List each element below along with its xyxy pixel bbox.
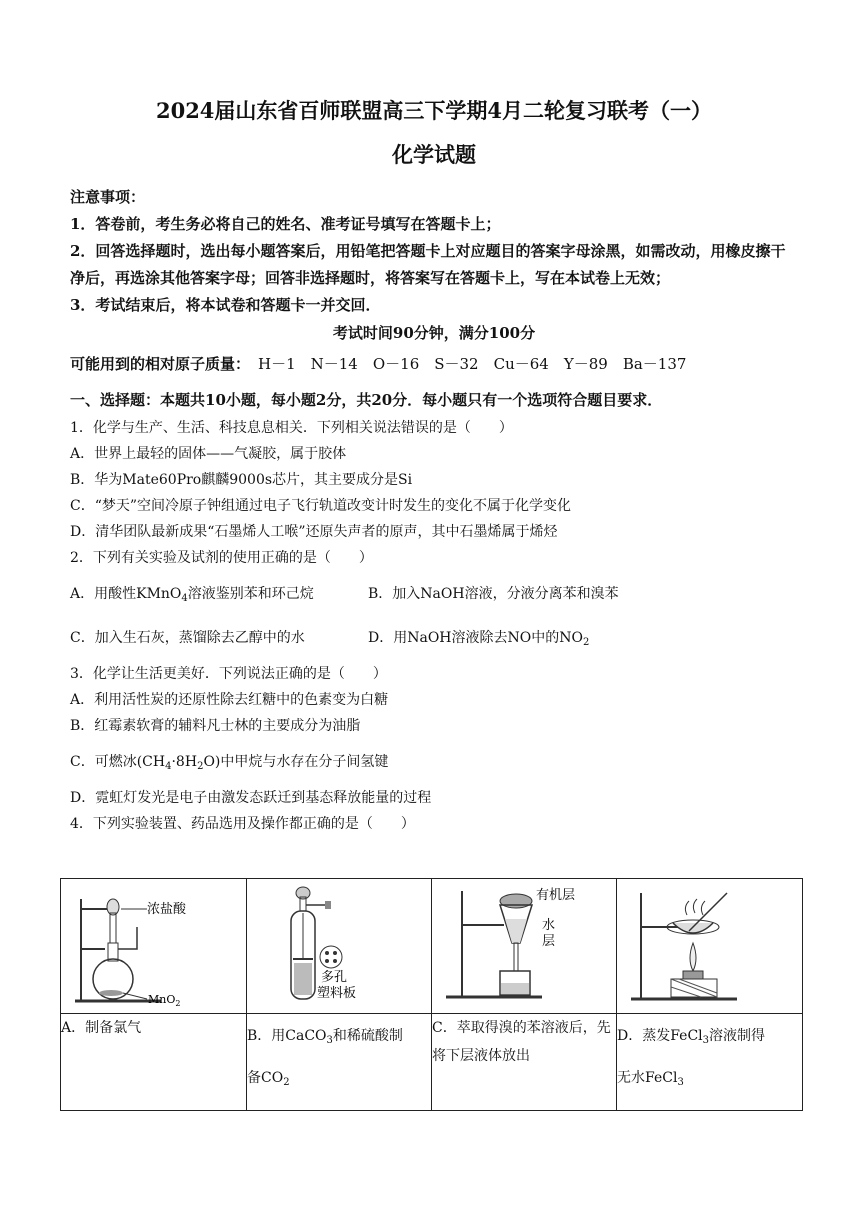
figure-a-chlorine-setup [61,879,247,1014]
figure-c-extraction-setup [432,879,617,1014]
label-plastic-plate: 塑料板 [317,986,357,1001]
question-3-option-a: A．利用活性炭的还原性除去红糖中的色素变为白糖 [70,692,389,708]
question-2-option-d: D．用NaOH溶液除去NO中的$NO_2$ [368,630,590,648]
label-mno2: MnO$_2$ [148,993,181,1008]
figure-a-diagram [61,879,246,1009]
option-d-caption: D．蒸发FeCl$_3$溶液制得 无水FeCl$_3$ [617,1014,803,1111]
question-3-option-b: B．红霉素软膏的辅料凡士林的主要成分为油脂 [70,718,361,734]
option-a-caption: A．制备氯气 [61,1014,247,1111]
exam-page [70,96,798,837]
option-c-caption: C．萃取得溴的苯溶液后，先将下层液体放出 [432,1014,617,1111]
question-4-stem: 4．下列实验装置、药品选用及操作都正确的是（ ） [70,816,415,832]
question-4-table [60,878,803,1111]
question-3-stem: 3．化学让生活更美好．下列说法正确的是（ ） [70,666,387,682]
atomic-mass-label: 可能用到的相对原子质量： [70,355,251,373]
atomic-mass-values: H－1 N－14 O－16 S－32 Cu－64 Y－89 Ba－137 [258,355,687,373]
figure-b-co2-setup [247,879,432,1014]
question-3-option-c: C．可燃冰$(CH_4\cdot 8H_2O)$中甲烷与水存在分子间氢键 [70,754,389,772]
label-porous: 多孔 [321,970,348,985]
exam-subtitle: 化学试题 [392,142,476,167]
question-1-stem: 1．化学与生产、生活、科技息息相关．下列相关说法错误的是（ ） [70,420,513,436]
notice-block [70,184,798,319]
label-organic-layer: 有机层 [536,888,576,903]
figure-c-diagram [432,879,616,1009]
notice-heading: 注意事项： [70,188,146,206]
notice-item-1: 1．答卷前，考生务必将自己的姓名、准考证号填写在答题卡上； [70,215,501,233]
question-1-option-c: C．“梦天”空间冷原子钟组通过电子飞行轨道改变计时发生的变化不属于化学变化 [70,498,572,514]
notice-item-2: 2．回答选择题时，选出每小题答案后，用铅笔把答题卡上对应题目的答案字母涂黑，如需改动，用橡皮擦干净后，再选涂其他答案字母；回答非选择题时，将答案写在答题卡上，写在本试卷上无效； [70,242,786,287]
label-concentrated-hcl: 浓盐酸 [147,902,187,917]
figure-d-evaporation-setup [617,879,803,1014]
figure-b-diagram [247,879,431,1009]
exam-title: 2024届山东省百师联盟高三下学期4月二轮复习联考（一） [155,98,713,123]
question-3-option-d: D．霓虹灯发光是电子由激发态跃迁到基态释放能量的过程 [70,790,432,806]
notice-item-3: 3．考试结束后，将本试卷和答题卡一并交回． [70,296,381,314]
question-2-option-a: A．用酸性KMnO$_4$溶液鉴别苯和环己烷 [70,586,314,604]
question-2-option-b: B．加入NaOH溶液，分液分离苯和溴苯 [368,586,619,602]
label-water-2: 层 [542,934,556,949]
section-1-heading: 一、选择题：本题共10小题，每小题2分，共20分．每小题只有一个选项符合题目要求． [70,391,663,409]
question-1-option-a: A．世界上最轻的固体——气凝胶，属于胶体 [70,446,347,462]
question-1-option-d: D．清华团队最新成果“石墨烯人工喉”还原失声者的原声，其中石墨烯属于烯烃 [70,524,558,540]
option-b-caption: B．用CaCO$_3$和稀硫酸制 备$CO_2$ [247,1014,432,1111]
question-1-option-b: B．华为Mate60Pro麒麟9000s芯片，其主要成分是Si [70,472,413,488]
question-2-options-row-2 [70,625,798,651]
figure-d-diagram [617,879,802,1009]
exam-time: 考试时间90分钟，满分100分 [332,324,536,342]
question-2-options-row-1 [70,581,798,607]
question-2-stem: 2．下列有关实验及试剂的使用正确的是（ ） [70,550,373,566]
question-2-option-c: C．加入生石灰，蒸馏除去乙醇中的水 [70,630,305,646]
label-water-1: 水 [542,918,556,933]
atomic-mass-line [70,347,798,381]
